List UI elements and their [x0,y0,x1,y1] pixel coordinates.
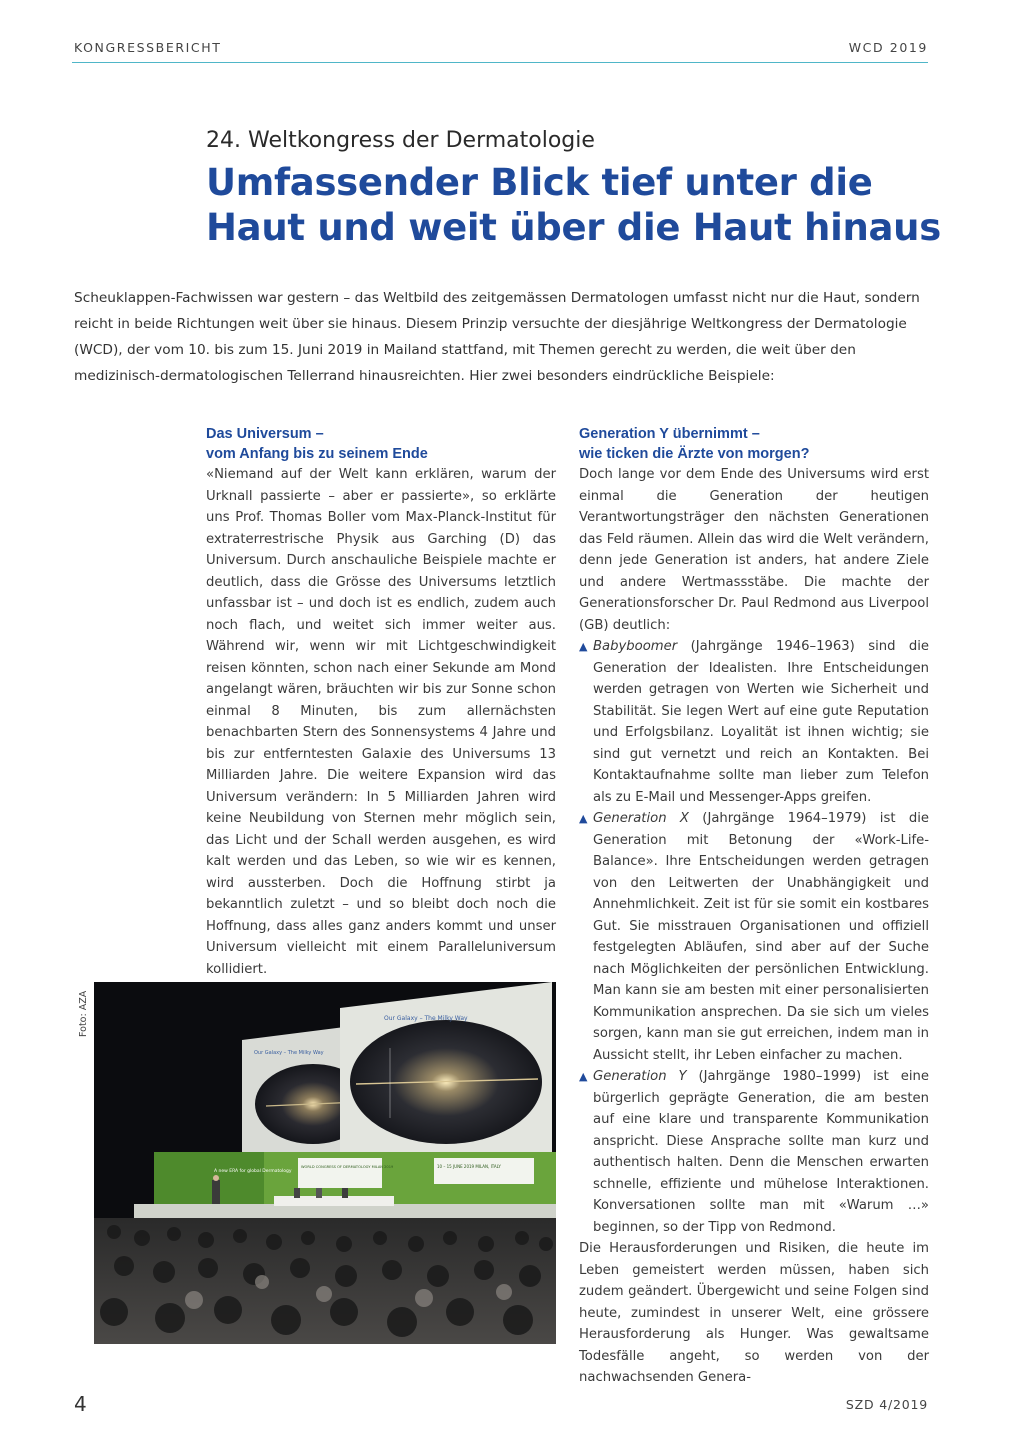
running-header-event: WCD 2019 [848,40,928,55]
right-subhead-line-2: wie ticken die Ärzte von morgen? [579,446,810,462]
triangle-bullet-icon: ▲ [579,640,588,653]
headline-line-2: Haut und weit über die Haut hinaus [206,206,941,249]
right-subhead [579,424,929,464]
running-header-section: KONGRESSBERICHT [74,40,222,55]
left-body-text: «Niemand auf der Welt kann erklären, warum der Urknall passierte – aber er passierte», so erklärte uns Prof. Thomas Boller vom Max-Planck-Institut für extraterrestrische Physik aus Garching (D) das Universum. Durch anschauliche Beispiele machte er deutlich, dass die Grösse des Universums letztlich unfassbar ist – und doch ist es endlich, zudem auch noch flach, und weitet sich immer weiter aus. Während wir, wenn wir mit Lichtgeschwindigkeit reisen könnten, schon nach einer Sekunde am Mond angelangt wären, bräuchten wir bis zur Sonne schon einmal 8 Minuten, bis zum allernächsten benachbarten Stern des Sonnensystems 4 Jahre und bis zur entferntesten Galaxie des Universums 13 Milliarden Jahre. Die weitere Expansion wird das Universum verändern: In 5 Milliarden Jahren wird keine Neubildung von Sternen mehr möglich sein, das Licht und der Schall werden ausgehen, es wird kalt werden und das Leben, so wie wir es kennen, wird aussterben. Doch die Hoffnung stirbt ja bekanntlich zuletzt – und so bleibt doch noch die Hoffnung, dass alles ganz anders kommt und unser Universum vielleicht mit einem Paralleluniversum kollidiert. [206,467,556,977]
bullet-item-generation-x [579,808,929,1066]
photo-credit-text: Foto: AZA [78,990,89,1037]
page-number: 4 [74,1392,87,1416]
bullet-item-generation-y [579,1066,929,1238]
congress-photo [94,982,556,1344]
left-subhead-line-1: Das Universum – [206,426,324,442]
bullet-term: Generation X [593,811,689,826]
header-divider [72,62,928,63]
slide-left-title: Our Galaxy – The Milky Way [254,1050,324,1056]
congress-hall-illustration [94,982,556,1344]
issue-label: SZD 4/2019 [845,1397,928,1412]
banner-text-1: A new ERA for global Dermatology [214,1169,292,1174]
right-column [579,424,929,1389]
article-headline [206,160,946,250]
bullet-text: (Jahrgänge 1946–1963) sind die Generation der Idealisten. Ihre Entscheidungen werden getragen von Werten wie Sicherheit und Stabilität. Sie legen Wert auf eine gute Reputation und Erfolgsbilanz. Loyalität ist ihnen wichtig; sie sind gut vernetzt und reich an Kontakten. Bei Kontaktaufnahme sollte man lieber zum Telefon als zu E-Mail und Messenger-Apps greifen. [593,639,929,805]
article-kicker: 24. Weltkongress der Dermatologie [206,128,595,153]
bullet-text: (Jahrgänge 1980–1999) ist eine bürgerlich geprägte Generation, die am besten auf eine klare und transparente Kommunikation anspricht. Diese Ansprache sollte man kurz und authentisch halten. Denn die Menschen erwarten schnelle, effiziente und mühelose Interaktionen. Konversationen sollte man mit «Warum …» beginnen, so der Tipp von Redmond. [593,1069,929,1235]
triangle-bullet-icon: ▲ [579,1070,588,1083]
bullet-item-babyboomer [579,636,929,808]
article-lead: Scheuklappen-Fachwissen war gestern – das Weltbild des zeitgemässen Dermatologen umfasst nicht nur die Haut, sondern reicht in beide Richtungen weit über sie hinaus. Diesem Prinzip versuchte der diesjährige Weltkongress der Dermatologie (WCD), der vom 10. bis zum 15. Juni 2019 in Mailand stattfand, mit Themen gerecht zu werden, die weit über den medizinisch-dermatologischen Tellerrand hinausreichten. Hier zwei besonders eindrückliche Beispiele: [74,290,920,384]
bullet-text: (Jahrgänge 1964–1979) ist die Generation mit Betonung der «Work-Life-Balance». Ihre Entscheidungen werden getragen von den Leitwerten der Unabhängigkeit und Annehmlichkeit. Zeit ist für sie somit ein kostbares Gut. Sie misstrauen Organisationen und offiziell festgelegten Abläufen, sind aber auf der Suche nach Möglichkeiten der persönlichen Entwicklung. Man kann sie am besten mit einer personalisierten Kommunikation ansprechen. Da sie sich um vieles sorgen, kann man sie gut erreichen, indem man in Aussicht stellt, ihr Leben einfacher zu machen. [593,811,929,1063]
headline-line-1: Umfassender Blick tief unter die [206,161,873,204]
left-subhead [206,424,556,464]
right-closing-text: Die Herausforderungen und Risiken, die heute im Leben gemeistert werden müssen, haben sich zudem geändert. Übergewicht und seine Folgen sind heute, zumindest in unserer Welt, eine grössere Herausforderung als Hunger. Was gewaltsame Todesfälle angeht, so werden von der nachwachsenden Genera- [579,1241,929,1385]
bullet-term: Generation Y [593,1069,687,1084]
bullet-term: Babyboomer [593,639,678,654]
left-column [206,424,556,980]
banner-text-3: 10 – 15 JUNE 2019 MILAN, ITALY [437,1164,501,1169]
slide-right-title: Our Galaxy – The Milky Way [384,1015,468,1022]
right-intro-text: Doch lange vor dem Ende des Universums wird erst einmal die Generation der heutigen Verantwortungsträger den nächsten Generationen das Feld räumen. Allein das wird die Welt verändern, denn jede Generation ist anders, hat andere Ziele und andere Wertmassstäbe. Die machte der Generationsforscher Dr. Paul Redmond aus Liverpool (GB) deutlich: [579,467,929,633]
right-subhead-line-1: Generation Y übernimmt – [579,426,760,442]
photo-credit [78,985,92,1045]
banner-text-2: WORLD CONGRESS OF DERMATOLOGY MILAN 2019 [301,1165,394,1169]
triangle-bullet-icon: ▲ [579,812,588,825]
left-subhead-line-2: vom Anfang bis zu seinem Ende [206,446,428,462]
